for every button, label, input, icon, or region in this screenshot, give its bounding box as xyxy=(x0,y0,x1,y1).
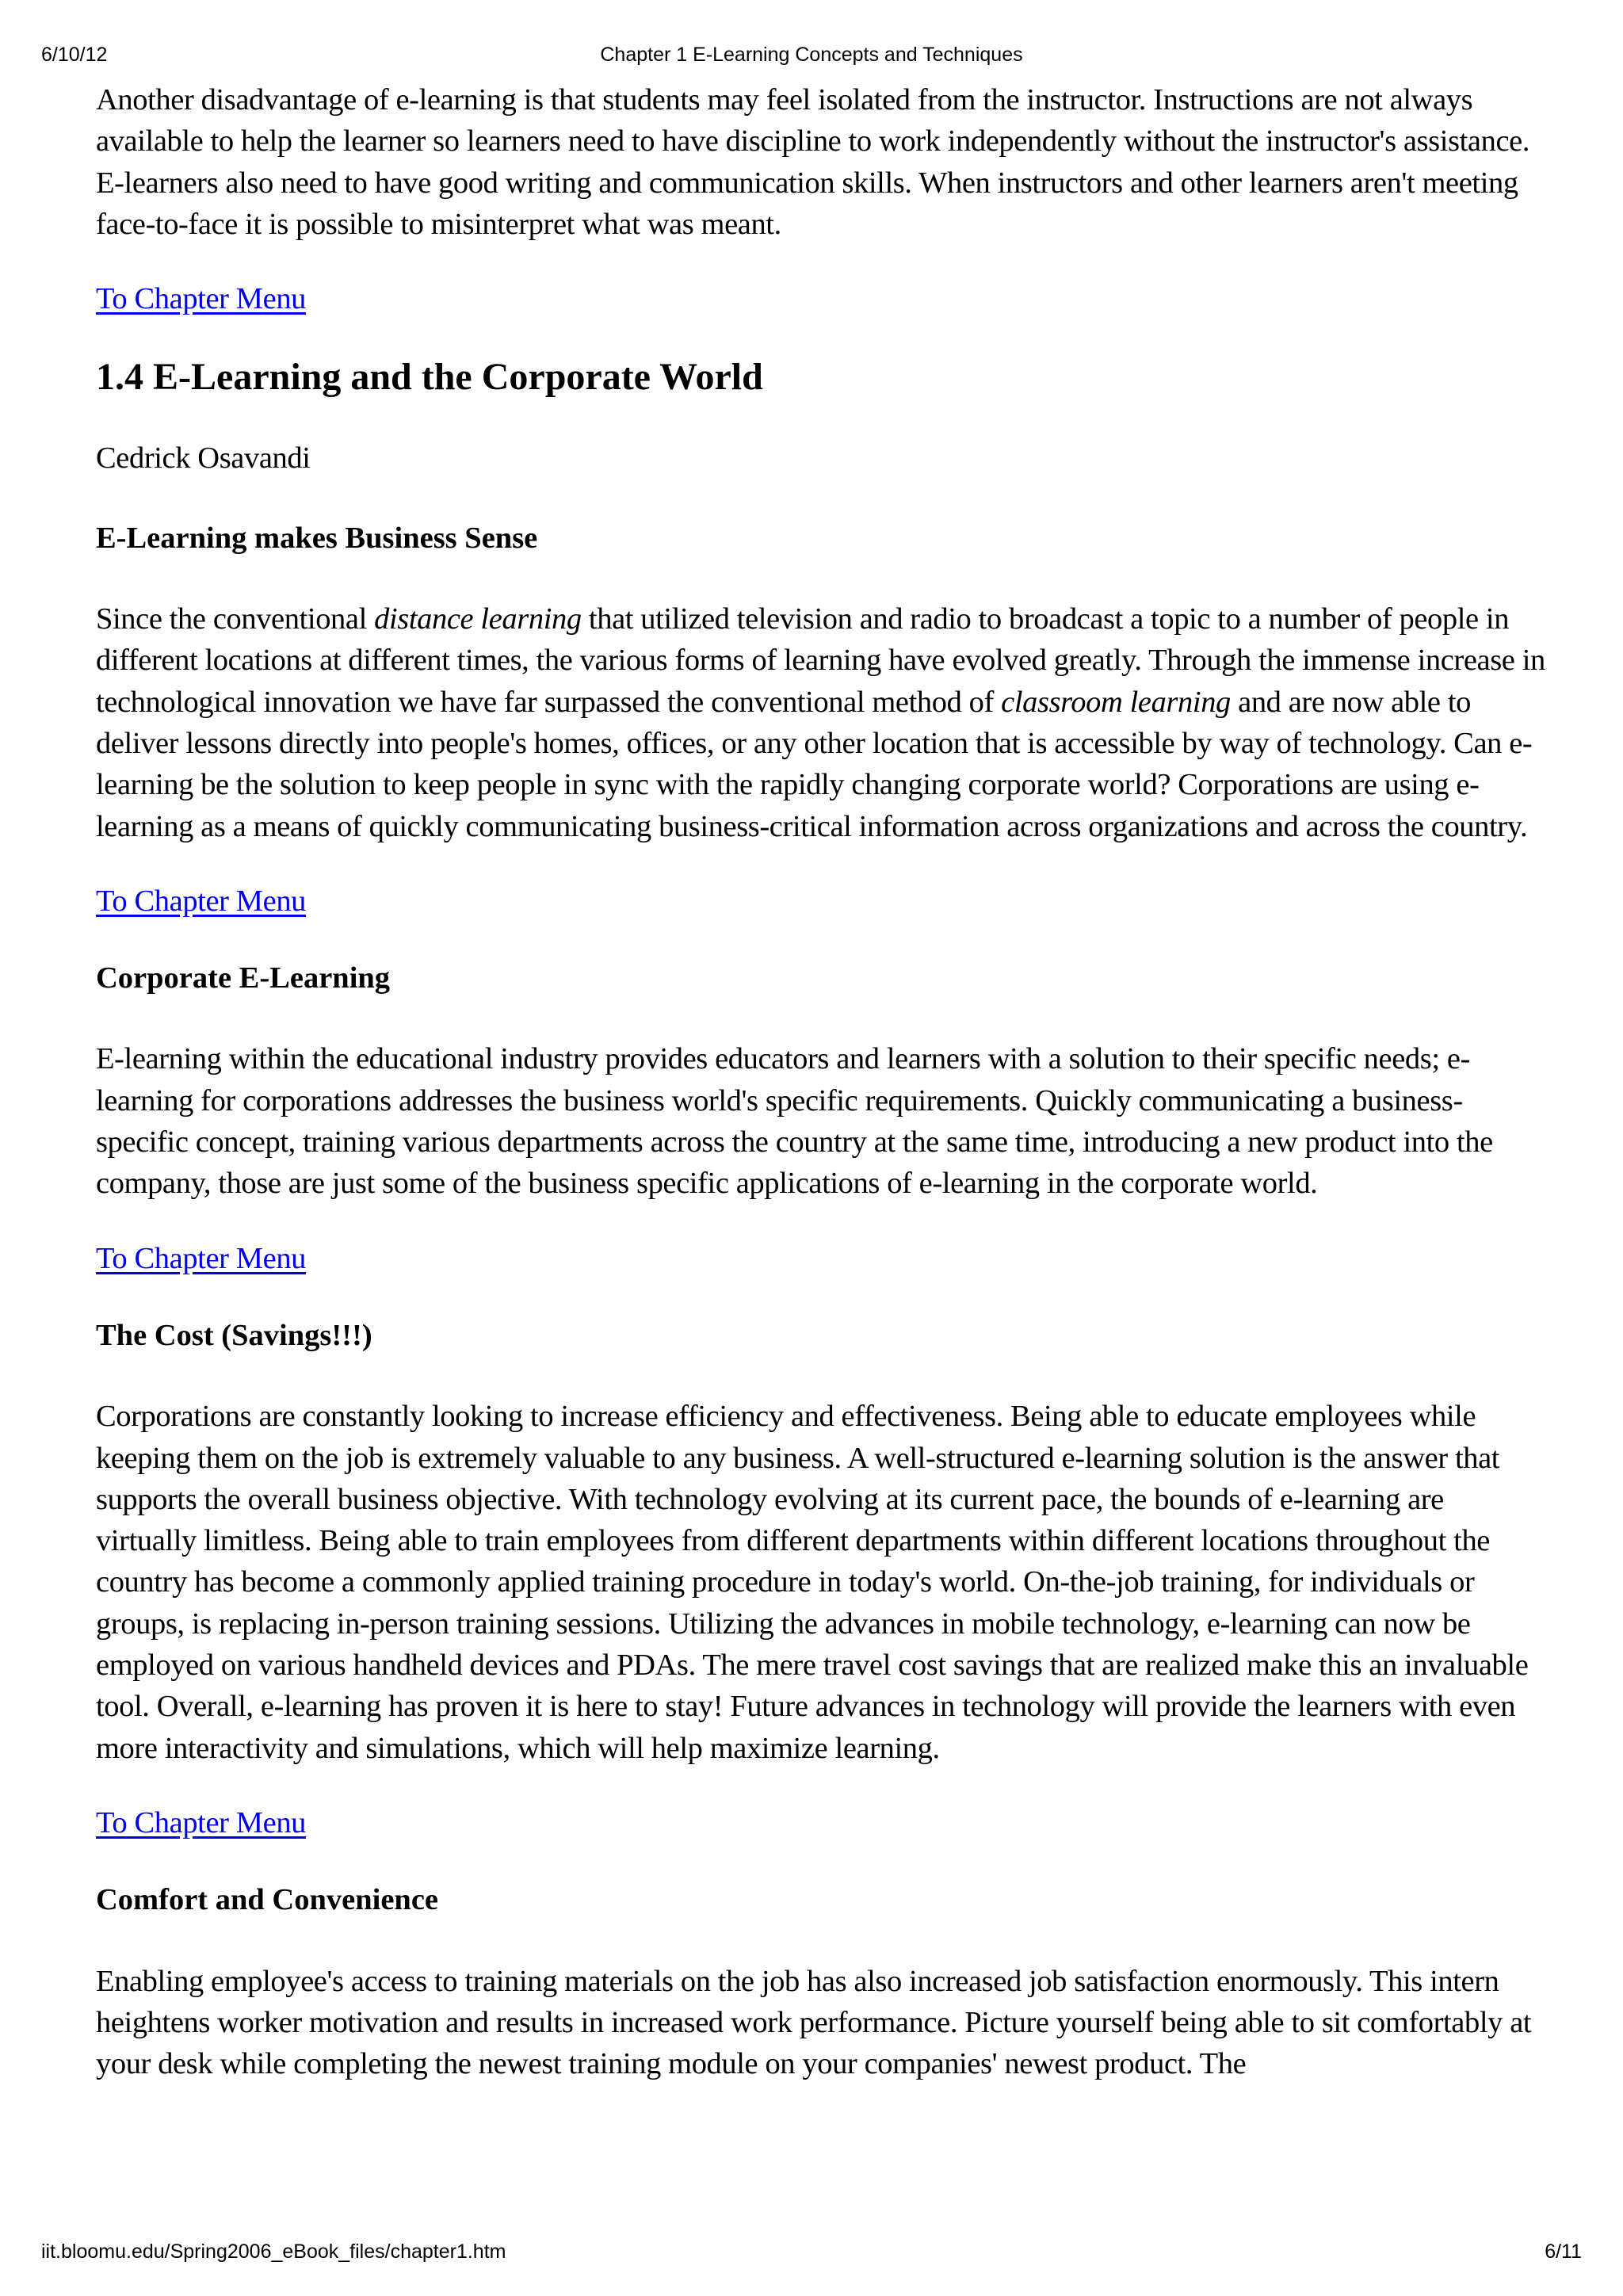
print-page-title: Chapter 1 E-Learning Concepts and Techniques xyxy=(600,44,1023,66)
subsection-heading-corporate-elearning: Corporate E-Learning xyxy=(96,961,391,995)
chapter-menu-link-container xyxy=(96,881,1546,922)
subsection-heading-comfort-convenience: Comfort and Convenience xyxy=(96,1883,439,1917)
business-sense-paragraph xyxy=(96,598,1546,847)
section-heading: 1.4 E-Learning and the Corporate World xyxy=(96,356,763,399)
subsection-heading-business-sense: E-Learning makes Business Sense xyxy=(96,521,538,555)
chapter-menu-link-container xyxy=(96,1802,1546,1843)
print-header xyxy=(41,43,1582,67)
author-name: Cedrick Osavandi xyxy=(96,441,311,476)
subsection-heading-cost-savings: The Cost (Savings!!!) xyxy=(96,1318,372,1352)
chapter-menu-link-container xyxy=(96,1238,1546,1279)
to-chapter-menu-link[interactable]: To Chapter Menu xyxy=(96,1805,307,1839)
corporate-elearning-paragraph: E-learning within the educational industry provides educators and learners with a solution to their specific needs; e-learning for corporations addresses the business world's specific requirements. Quickly communicating a business-specific concept, training various departments across the country at the same time, introducing a new product into the company, those are just some of the business specific applications of e-learning in the corporate world. xyxy=(96,1042,1493,1201)
text-span: and are now able to deliver lessons directly into people's homes, offices, or any other location that is accessible by way of technology. Can e-learning be the solution to keep people in sync with the rapidly changing corporate world? Corporations are using e-learning as a means of quickly communicating business-critical information across organizations and across the country. xyxy=(96,685,1533,843)
text-span: that utilized television and radio to broadcast a topic to a number of people in different locations at different times, the various forms of learning have evolved greatly. Through the immense increase in technological innovation we have far surpassed the conventional method of xyxy=(96,602,1545,719)
print-date: 6/10/12 xyxy=(41,44,108,66)
text-span: Since the conventional xyxy=(96,602,375,636)
intro-paragraph: Another disadvantage of e-learning is that students may feel isolated from the instructor. Instructions are not always available to help the learner so learners need to have discipline to work independently without the instructor's assistance. E-learners also need to have good writing and communication skills. When instructors and other learners aren't meeting face-to-face it is possible to misinterpret what was meant. xyxy=(96,83,1530,241)
comfort-convenience-paragraph: Enabling employee's access to training materials on the job has also increased job satisfaction enormously. This intern heightens worker motivation and results in increased work performance. Picture yourself being able to sit comfortably at your desk while completing the newest training module on your companies' newest product. The xyxy=(96,1964,1532,2081)
print-footer xyxy=(41,2240,1582,2264)
emphasis-distance-learning: distance learning xyxy=(374,602,582,636)
to-chapter-menu-link[interactable]: To Chapter Menu xyxy=(96,1241,307,1275)
emphasis-classroom-learning: classroom learning xyxy=(1001,685,1231,719)
to-chapter-menu-link[interactable]: To Chapter Menu xyxy=(96,884,307,918)
print-page-number: 6/11 xyxy=(1545,2241,1582,2263)
cost-savings-paragraph: Corporations are constantly looking to increase efficiency and effectiveness. Being able to educate employees while keeping them on the job is extremely valuable to any business. A well-structured e-learning solution is the answer that supports the overall business objective. With technology evolving at its current pace, the bounds of e-learning are virtually limitless. Being able to train employees from different departments within different locations throughout the country has become a commonly applied training procedure in today's world. On-the-job training, for individuals or groups, is replacing in-person training sessions. Utilizing the advances in mobile technology, e-learning can now be employed on various handheld devices and PDAs. The mere travel cost savings that are realized make this an invaluable tool. Overall, e-learning has proven it is here to stay! Future advances in technology will provide the learners with even more interactivity and simulations, which will help maximize learning. xyxy=(96,1400,1529,1765)
to-chapter-menu-link[interactable]: To Chapter Menu xyxy=(96,282,307,316)
document-body xyxy=(96,79,1546,2084)
print-url: iit.bloomu.edu/Spring2006_eBook_files/chapter1.htm xyxy=(41,2241,506,2263)
chapter-menu-link-container xyxy=(96,278,1546,319)
